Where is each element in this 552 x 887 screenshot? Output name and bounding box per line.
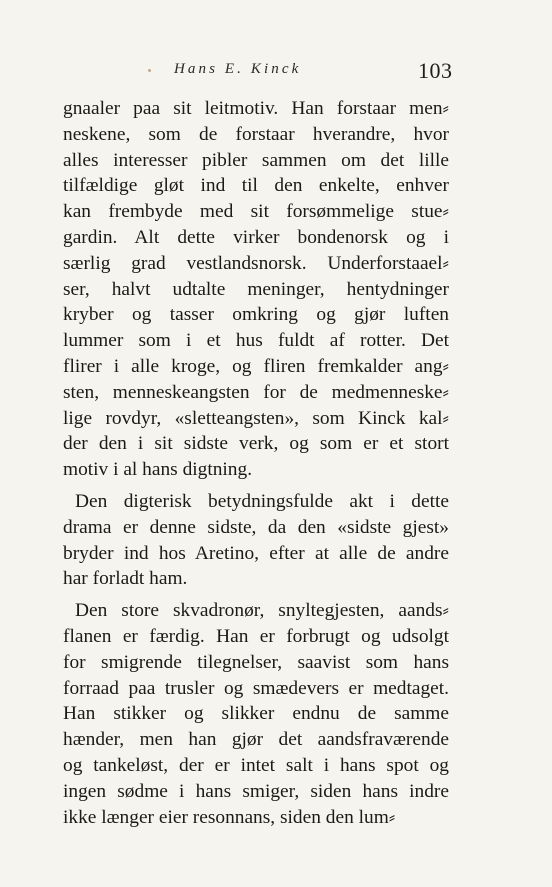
text-line: drama er denne sidste, da den «sidste gjest» (63, 516, 449, 538)
text-line: hænder, men han gjør det aandsfraværende (63, 729, 449, 751)
text-line: har forladt ham. (63, 568, 188, 590)
text-line: sten, menneskeangsten for de medmenneske⸗ (63, 381, 449, 403)
text-line: lige rovdyr, «sletteangsten», som Kinck kal⸗ (63, 407, 449, 429)
paragraph (63, 96, 449, 483)
text-line: forraad paa trusler og smædevers er medtaget. (63, 677, 449, 699)
text-line: Den store skvadronør, snyltegjesten, aands⸗ (75, 600, 449, 622)
text-line: neskene, som de forstaar hverandre, hvor (63, 123, 449, 145)
text-line: lummer som i et hus fuldt af rotter. Det (63, 330, 449, 352)
text-line: gardin. Alt dette virker bondenorsk og i (63, 226, 449, 248)
text-line: bryder ind hos Aretino, efter at alle de andre (63, 542, 449, 564)
text-line: for smigrende tilegnelser, saavist som hans (63, 651, 449, 673)
text-line: særlig grad vestlandsnorsk. Underforstaael⸗ (63, 252, 449, 274)
text-line: og tankeløst, der er intet salt i hans spot og (63, 754, 449, 776)
text-line: Den digterisk betydningsfulde akt i dette (75, 491, 449, 512)
ink-speck (148, 69, 151, 72)
text-line: gnaaler paa sit leitmotiv. Han forstaar men⸗ (63, 98, 449, 119)
text-line: ser, halvt udtalte meninger, hentydninger (63, 278, 449, 300)
text-line: kan frembyde med sit forsømmelige stue⸗ (63, 201, 449, 223)
text-line: kryber og tasser omkring og gjør luften (63, 304, 449, 326)
text-line: der den i sit sidste verk, og som er et stort (63, 433, 449, 455)
paragraph (63, 489, 449, 592)
text-line: motiv i al hans digtning. (63, 459, 253, 481)
text-line: ikke længer eier resonnans, siden den lum⸗ (63, 806, 396, 828)
text-line: Han stikker og slikker endnu de samme (63, 703, 449, 725)
text-line: ingen sødme i hans smiger, siden hans indre (63, 780, 449, 802)
paragraph (63, 598, 449, 830)
page-number: 103 (418, 58, 453, 83)
text-line: flanen er færdig. Han er forbrugt og udsolgt (63, 625, 449, 647)
text-line: tilfældige gløt ind til den enkelte, enhver (63, 175, 449, 197)
running-head: Hans E. Kinck (174, 61, 302, 77)
text-line: flirer i alle kroge, og fliren fremkalder ang⸗ (63, 355, 449, 377)
text-line: alles interesser pibler sammen om det lille (63, 149, 449, 171)
